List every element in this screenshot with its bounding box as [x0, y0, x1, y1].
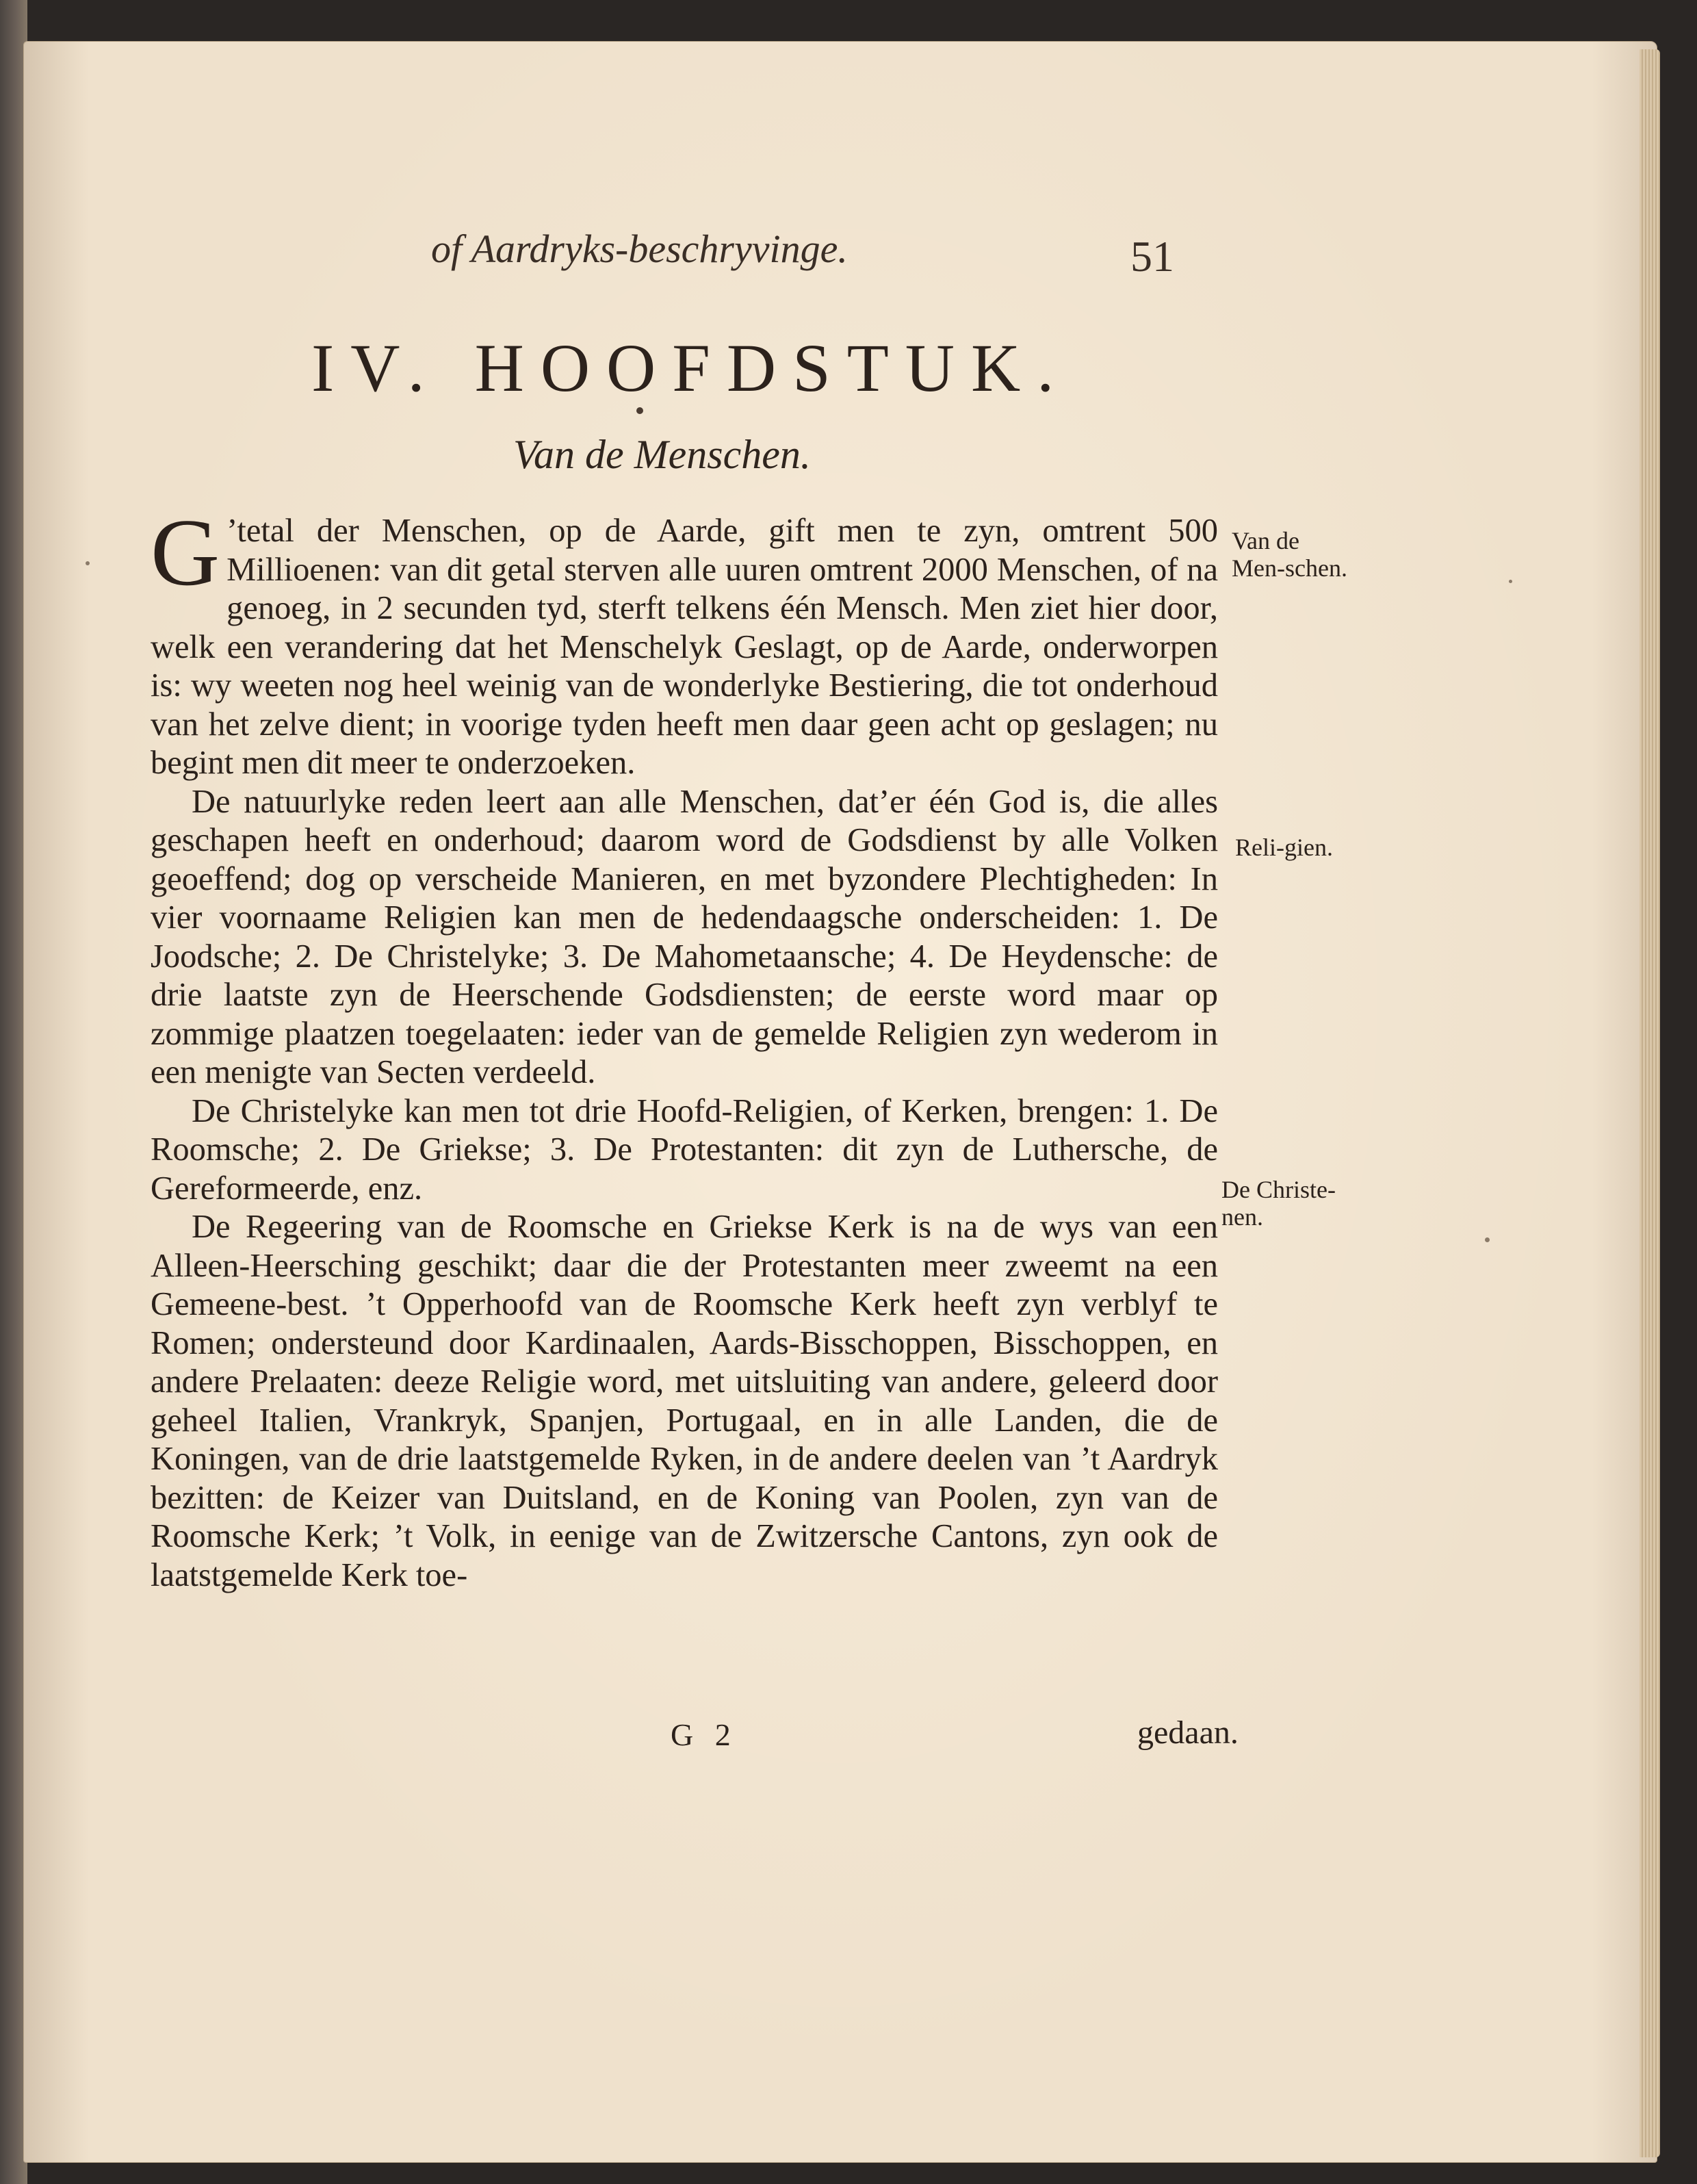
paragraph-christenen: De Christelyke kan men tot drie Hoofd-Religien, of Kerken, brengen: 1. De Roomsche; 2. De Griekse; 3. De Protestanten: dit zyn de Luthersche, de Gereformeerde, enz. [151, 1092, 1218, 1207]
section-title: Van de Menschen. [513, 432, 811, 477]
body-text [151, 500, 1218, 1595]
catchword: gedaan. [1137, 1714, 1239, 1751]
page-edges [1640, 49, 1660, 2157]
paragraph-opening: ’t [226, 513, 246, 549]
paragraph-menschen [151, 500, 1218, 783]
paper-speck [1485, 1237, 1490, 1242]
margin-note-religien: Reli-gien. [1235, 834, 1333, 861]
margin-note-christenen: De Christe-nen. [1221, 1176, 1336, 1231]
paper-speck [1509, 580, 1512, 583]
ornament-dot [636, 407, 643, 414]
margin-note-menschen: Van de Men-schen. [1232, 527, 1347, 582]
drop-cap: G [151, 500, 220, 606]
signature-mark: G 2 [671, 1717, 738, 1752]
paragraph-regeering: De Regeering van de Roomsche en Griekse Kerk is na de wys van een Alleen-Heersching geschikt; daar die der Protestanten meer zweemt na een Gemeene-best. ’t Opperhoofd van de Roomsche Kerk heeft zyn verblyf te Romen; ondersteund door Kardinaalen, Aards-Bisschoppen, Bisschoppen, en andere Prelaaten: deeze Religie word, met uitsluiting van andere, geleerd door geheel Italien, Vrankryk, Spanjen, Portugaal, en in alle Landen, die de Koningen, van de drie laatstgemelde Ryken, in de andere deelen van ’t Aardryk bezitten: de Keizer van Duitsland, en de Koning van Poolen, zyn van de Roomsche Kerk; ’t Volk, in eenige van de Zwitzersche Cantons, zyn ook de laatstgemelde Kerk toe- [151, 1209, 1218, 1593]
chapter-title: IV. HOOFDSTUK. [311, 330, 1071, 406]
running-head: of Aardryks-beschryvinge. [431, 227, 848, 271]
paper-speck [86, 561, 90, 565]
paragraph-religien: De natuurlyke reden leert aan alle Menschen, dat’er één God is, die alles geschapen heeft en onderhoud; daarom word de Godsdienst by alle Volken geoeffend; dog op verscheide Manieren, en met byzondere Plechtigheden: In vier voornaame Religien kan men de hedendaagsche onderscheiden: 1. De Joodsche; 2. De Christelyke; 3. De Mahometaansche; 4. De Heydensche: de drie laatste zyn de Heerschende Godsdiensten; de eerste word maar op zommige plaatzen toegelaaten: ieder van de gemelde Religien zyn wederom in een menigte van Secten verdeeld. [151, 783, 1218, 1090]
page-number: 51 [1130, 232, 1174, 281]
paragraph-text: etal der Menschen, op de Aarde, gift men te zyn, omtrent 500 Millioenen: van dit getal sterven alle uuren omtrent 2000 Menschen, of na genoeg, in 2 secunden tyd, sterft telkens één Mensch. Men ziet hier door, welk een verandering dat het Menschelyk Geslagt, op de Aarde, onderworpen is: wy weeten nog heel weinig van de wonderlyke Bestiering, die tot onderhoud van het zelve dient; in voorige tyden heeft men daar geen acht op geslagen; nu begint men dit meer te onderzoeken. [151, 513, 1218, 781]
